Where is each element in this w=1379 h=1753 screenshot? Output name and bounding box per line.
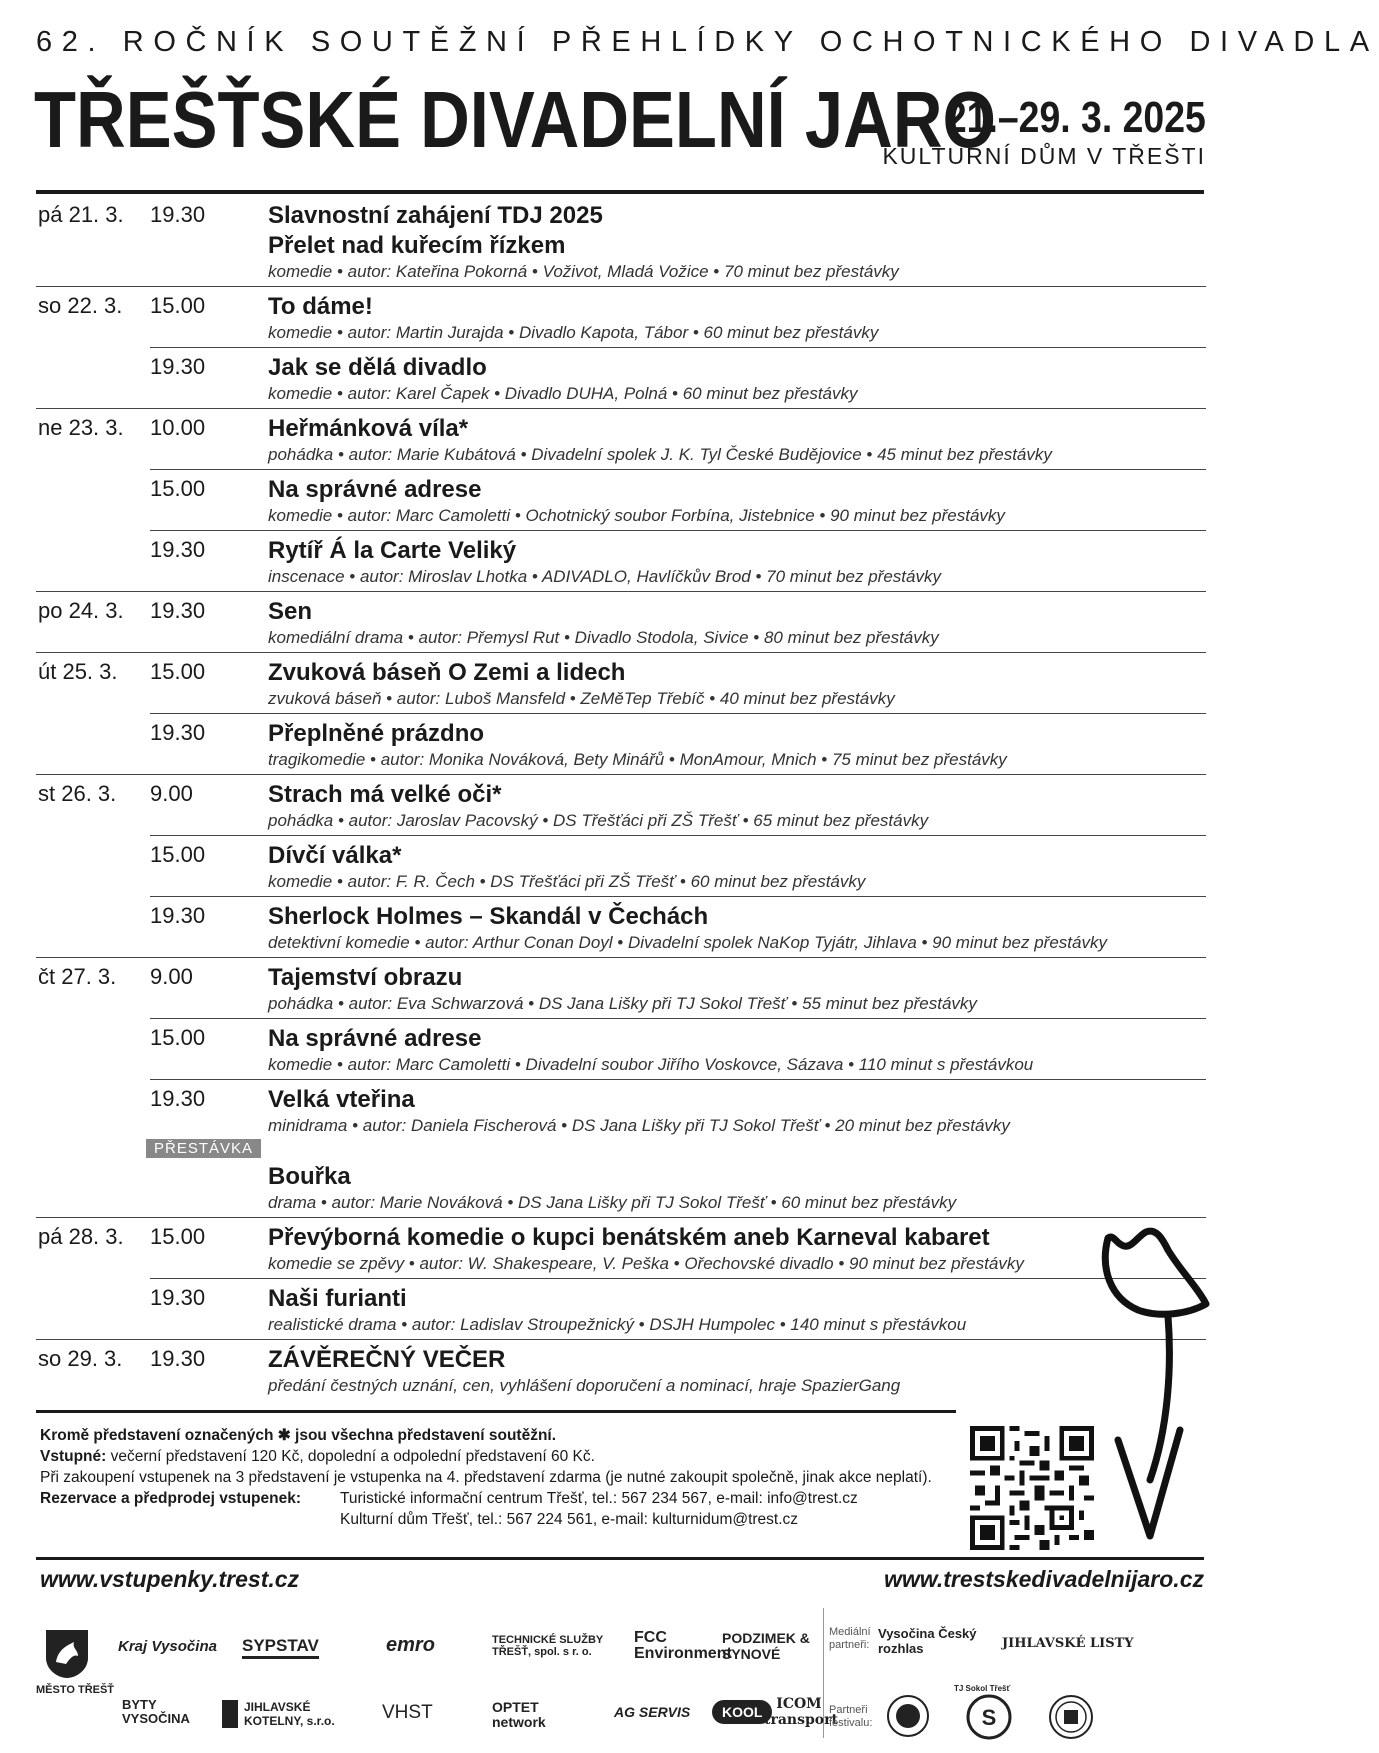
logo-vhst: VHST [382, 1702, 433, 1723]
event-time: 19.30 [150, 903, 206, 928]
event-time: 15.00 [150, 293, 206, 318]
event-time: 15.00 [150, 1224, 206, 1249]
event-info: pohádka • autor: Marie Kubátová • Divadelní spolek J. K. Tyl České Budějovice • 45 minut bez přestávky [268, 445, 1052, 464]
event-time: 19.30 [150, 1346, 206, 1371]
discount-note: Při zakoupení vstupenek na 3 představení je vstupenka na 4. představení zdarma (je nutné zakoupit společně, jinak akce neplatí). [40, 1469, 932, 1486]
program-event [150, 530, 1206, 591]
media-partners-label: Mediální partneři: [829, 1626, 871, 1651]
logo-fcc: FCC Environment [634, 1629, 732, 1662]
program-event [150, 653, 1206, 713]
notes [40, 1425, 960, 1530]
program-event [150, 835, 1206, 896]
program-list [36, 196, 1206, 1400]
program-event [150, 469, 1206, 530]
logo-optet: OPTET network [492, 1699, 546, 1730]
event-info: minidrama • autor: Daniela Fischerová • DS Jana Lišky při TJ Sokol Třešť • 20 minut bez přestávky [268, 1116, 1010, 1135]
festival-partners-label: Partneři festivalu: [829, 1704, 873, 1729]
flower-illustration [1080, 1218, 1220, 1558]
program-day [36, 287, 1206, 409]
event-time: 19.30 [150, 354, 206, 379]
event-title: Sen [268, 598, 313, 625]
top-rule [36, 190, 1204, 194]
program-event [150, 409, 1206, 469]
event-title: Naši furianti [268, 1285, 407, 1312]
program-event [150, 287, 1206, 347]
event-time: 15.00 [150, 842, 206, 867]
logo-technicke-sluzby: TECHNICKÉ SLUŽBY TŘEŠŤ, spol. s r. o. [492, 1634, 604, 1658]
festival-venue: KULTURNÍ DŮM V TŘEŠTI [882, 143, 1206, 169]
program-event [150, 1079, 1206, 1217]
event-info: pohádka • autor: Eva Schwarzová • DS Jana Lišky při TJ Sokol Třešť • 55 minut bez přestávky [268, 994, 977, 1013]
sokol-badge-icon [966, 1694, 1012, 1740]
reservation-block: Rezervace a předprodej vstupenek: Turistické informační centrum Třešť, tel.: 567 234 567, e-mail: info@trest.cz Kulturní dům Třešť, tel.: 567 224 561, e-mail: kulturnidum@trest.cz [40, 1490, 858, 1528]
program-event [150, 896, 1206, 957]
event-title: Přelet nad kuřecím řízkem [268, 232, 566, 259]
day-label: so 22. 3. [38, 293, 123, 318]
logo-byty-vysocina: BYTY VYSOČINA [122, 1697, 190, 1726]
event-time: 19.30 [150, 598, 206, 623]
notes-rule [36, 1410, 956, 1413]
event-title: Na správné adrese [268, 1025, 482, 1052]
program-day [36, 653, 1206, 775]
event-title: Velká vteřina [268, 1086, 415, 1113]
day-label: út 25. 3. [38, 659, 118, 684]
logo-mesto-trest: MĚSTO TŘEŠŤ [36, 1684, 115, 1696]
program-event [150, 1218, 1206, 1278]
event-info: zvuková báseň • autor: Luboš Mansfeld • ZeMěTep Třebíč • 40 minut bez přestávky [268, 689, 895, 708]
logo-icom: ICOM transport [764, 1696, 838, 1728]
program-day [36, 592, 1206, 653]
logo-podzimek: PODZIMEK & SYNOVÉ [722, 1630, 810, 1662]
event-info: komedie • autor: Martin Jurajda • Divadlo Kapota, Tábor • 60 minut bez přestávky [268, 323, 879, 342]
day-label: pá 21. 3. [38, 202, 124, 227]
event-title: ZÁVĚREČNÝ VEČER [268, 1346, 506, 1373]
event-info: tragikomedie • autor: Monika Nováková, Bety Minářů • MonAmour, Mnich • 75 minut bez přestávky [268, 750, 1007, 769]
event-info: drama • autor: Marie Nováková • DS Jana Lišky při TJ Sokol Třešť • 60 minut bez přestávky [268, 1193, 957, 1212]
festival-website-link[interactable]: www.trestskedivadelnijaro.cz [884, 1566, 1204, 1592]
event-info: předání čestných uznání, cen, vyhlášení doporučení a nominací, hraje SpazierGang [268, 1376, 901, 1395]
tickets-website-link[interactable]: www.vstupenky.trest.cz [40, 1566, 300, 1592]
reservation-line: Kulturní dům Třešť, tel.: 567 224 561, e-mail: kulturnidum@trest.cz [340, 1511, 799, 1528]
logo-emro: emro [386, 1634, 435, 1656]
event-title: Tajemství obrazu [268, 964, 463, 991]
program-event [150, 713, 1206, 774]
logo-sypstav: SYPSTAV [242, 1636, 319, 1659]
event-title: Přeplněné prázdno [268, 720, 485, 747]
program-event [150, 775, 1206, 835]
event-title: To dáme! [268, 293, 373, 320]
program-day [36, 1218, 1206, 1340]
event-title: Zvuková báseň O Zemi a lidech [268, 659, 626, 686]
program-day [36, 196, 1206, 287]
bottom-rule [36, 1557, 1204, 1560]
partner-logos [36, 1600, 1206, 1740]
partner-seal-icon [886, 1694, 930, 1738]
event-info: pohádka • autor: Jaroslav Pacovský • DS Třešťáci při ZŠ Třešť • 65 minut bez přestávky [268, 811, 929, 830]
program-day [36, 958, 1206, 1218]
program-event [150, 1278, 1206, 1339]
logo-kool: KOOL [712, 1700, 772, 1724]
event-info: komedie • autor: Karel Čapek • Divadlo DUHA, Polná • 60 minut bez přestávky [268, 384, 858, 403]
event-info: detektivní komedie • autor: Arthur Conan Doyl • Divadelní spolek NaKop Tyjátr, Jihlava • 90 minut bez přestávky [268, 933, 1107, 952]
event-time: 15.00 [150, 476, 206, 501]
event-title: Strach má velké oči* [268, 781, 502, 808]
program-event [150, 347, 1206, 408]
program-event [150, 1340, 1206, 1400]
event-time: 9.00 [150, 964, 193, 989]
program-day [36, 775, 1206, 958]
logo-cesky-rozhlas: Vysočina Český rozhlas [878, 1626, 977, 1656]
event-title: Dívčí válka* [268, 842, 402, 869]
reservation-line: Turistické informační centrum Třešť, tel.: 567 234 567, e-mail: info@trest.cz [340, 1490, 858, 1507]
intermission-badge: PŘESTÁVKA [146, 1139, 261, 1158]
program-day [36, 409, 1206, 592]
festival-dates: 21.–29. 3. 2025 [946, 93, 1206, 142]
event-time: 15.00 [150, 659, 206, 684]
event-time: 19.30 [150, 1086, 206, 1111]
day-label: po 24. 3. [38, 598, 124, 623]
competition-note: Kromě představení označených ✱ jsou všechna představení soutěžní. [40, 1427, 557, 1444]
program-event [150, 1018, 1206, 1079]
event-time: 9.00 [150, 781, 193, 806]
event-title: Slavnostní zahájení TDJ 2025 [268, 202, 603, 229]
logo-tj-sokol: TJ Sokol Třešť [954, 1684, 1011, 1693]
event-time: 10.00 [150, 415, 206, 440]
event-info: komedie se zpěvy • autor: W. Shakespeare, V. Peška • Ořechovské divadlo • 90 minut bez přestávky [268, 1254, 1024, 1273]
admission-note: Vstupné: večerní představení 120 Kč, dopolední a odpolední představení 60 Kč. [40, 1448, 595, 1465]
day-label: pá 28. 3. [38, 1224, 124, 1249]
day-label: ne 23. 3. [38, 415, 124, 440]
event-time: 19.30 [150, 202, 206, 227]
logo-kraj-vysocina: Kraj Vysočina [118, 1638, 217, 1655]
town-crest-icon [44, 1628, 90, 1680]
day-label: so 29. 3. [38, 1346, 123, 1371]
svg-text:S: S [981, 1705, 997, 1730]
day-label: čt 27. 3. [38, 964, 117, 989]
logo-ag-servis: AG SERVIS [614, 1704, 691, 1720]
edition-line: 62. ROČNÍK SOUTĚŽNÍ PŘEHLÍDKY OCHOTNICKÉHO DIVADLA [36, 26, 1379, 58]
program-event [150, 958, 1206, 1018]
logo-jihlavske-kotelny: JIHLAVSKÉ KOTELNY, s.r.o. [222, 1700, 354, 1728]
event-title: Převýborná komedie o kupci benátském aneb Karneval kabaret [268, 1224, 990, 1251]
event-title: Rytíř Á la Carte Veliký [268, 537, 517, 564]
day-label: st 26. 3. [38, 781, 117, 806]
event-title: Na správné adrese [268, 476, 482, 503]
event-title: Sherlock Holmes – Skandál v Čechách [268, 903, 709, 930]
program-day [36, 1340, 1206, 1400]
event-info: komedie • autor: Marc Camoletti • Ochotnický soubor Forbína, Jistebnice • 90 minut bez přestávky [268, 506, 1005, 525]
event-info: inscenace • autor: Miroslav Lhotka • ADIVADLO, Havlíčkův Brod • 70 minut bez přestávky [268, 567, 941, 586]
event-time: 15.00 [150, 1025, 206, 1050]
event-time: 19.30 [150, 720, 206, 745]
festival-title: TŘEŠŤSKÉ DIVADELNÍ JARO [34, 75, 997, 164]
event-time: 19.30 [150, 537, 206, 562]
logo-jihlavske-listy: JIHLAVSKÉ LISTY [1002, 1636, 1134, 1651]
program-event [150, 592, 1206, 652]
event-info: komedie • autor: Marc Camoletti • Divadelní soubor Jiřího Voskovce, Sázava • 110 minut s přestávkou [268, 1055, 1034, 1074]
event-title: Bouřka [268, 1163, 351, 1190]
event-info: realistické drama • autor: Ladislav Stroupežnický • DSJH Humpolec • 140 minut s přestávkou [268, 1315, 967, 1334]
qr-code[interactable] [970, 1426, 1094, 1550]
event-time: 19.30 [150, 1285, 206, 1310]
event-info: komedie • autor: F. R. Čech • DS Třešťáci při ZŠ Třešť • 60 minut bez přestávky [268, 872, 866, 891]
event-info: komedie • autor: Kateřina Pokorná • Voživot, Mladá Vožice • 70 minut bez přestávky [268, 262, 899, 281]
event-title: Heřmánková víla* [268, 415, 469, 442]
event-info: komediální drama • autor: Přemysl Rut • Divadlo Stodola, Sivice • 80 minut bez přestávky [268, 628, 939, 647]
event-title: Jak se dělá divadlo [268, 354, 487, 381]
program-event [150, 196, 1206, 286]
town-seal-icon [1048, 1694, 1094, 1740]
